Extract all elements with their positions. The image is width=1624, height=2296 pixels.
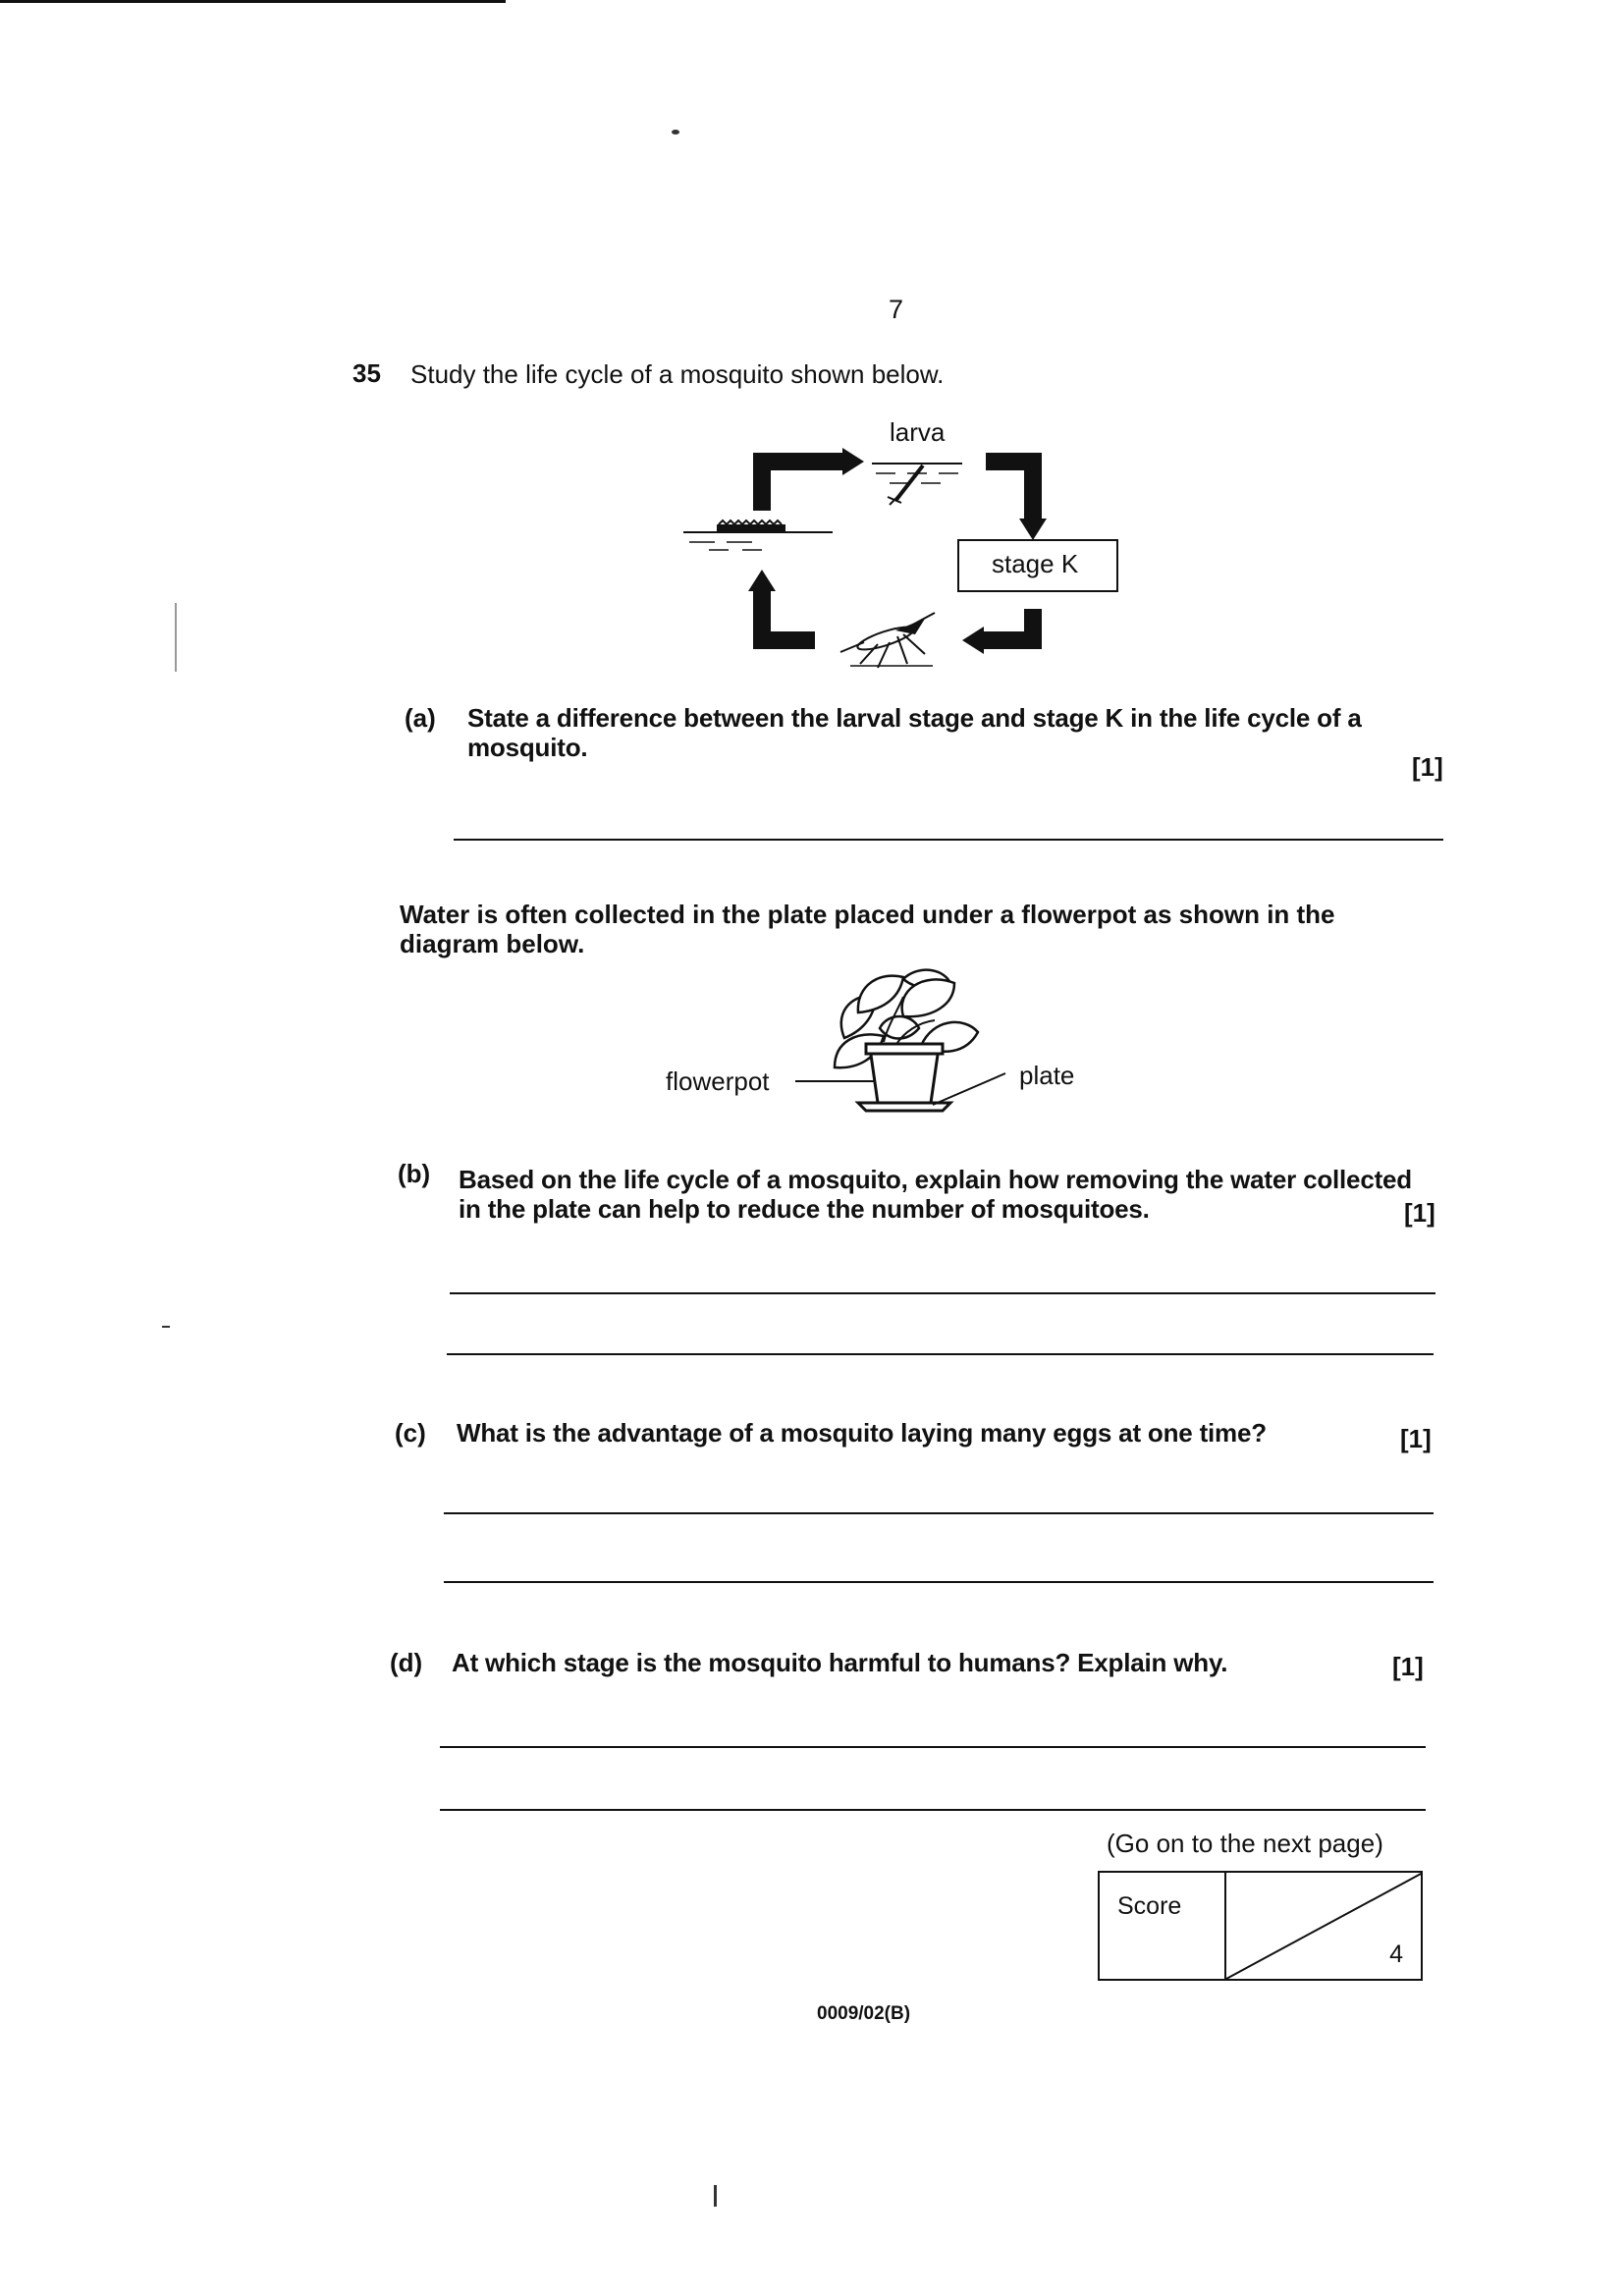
cycle-arrow-bottom-right	[982, 609, 1033, 640]
part-d-letter: (d)	[390, 1648, 423, 1677]
cycle-arrow-top-left	[762, 462, 844, 511]
score-label: Score	[1117, 1892, 1182, 1920]
part-c-answer-line-2[interactable]	[444, 1581, 1434, 1583]
larva-illustration	[872, 464, 962, 505]
part-b-answer-line-1[interactable]	[450, 1292, 1435, 1294]
cycle-arrowhead-top-right	[1019, 519, 1047, 540]
part-b-line2: in the plate can help to reduce the number of mosquitoes.	[459, 1194, 1150, 1224]
part-d-answer-line-1[interactable]	[440, 1746, 1426, 1748]
water-text-line1: Water is often collected in the plate placed under a flowerpot as shown in the	[400, 900, 1335, 929]
go-on-text: (Go on to the next page)	[1107, 1829, 1383, 1858]
plate-label: plate	[1019, 1061, 1075, 1090]
part-a-answer-line[interactable]	[454, 839, 1443, 841]
pot	[866, 1044, 943, 1103]
flowerpot-label: flowerpot	[666, 1066, 770, 1096]
part-c-mark: [1]	[1400, 1424, 1432, 1453]
scan-edge-line	[0, 0, 506, 3]
part-a-line1: State a difference between the larval stage and stage K in the life cycle of a	[467, 703, 1362, 733]
part-d-mark: [1]	[1392, 1652, 1424, 1681]
scan-speck	[175, 603, 177, 672]
water-text-line2: diagram below.	[400, 929, 585, 958]
part-d-text: At which stage is the mosquito harmful to humans? Explain why.	[452, 1648, 1228, 1677]
cycle-arrow-top-right	[986, 462, 1033, 520]
question-number: 35	[352, 358, 381, 388]
part-a-letter: (a)	[405, 703, 436, 733]
part-b-answer-line-2[interactable]	[447, 1353, 1434, 1355]
part-a-line2: mosquito.	[467, 733, 588, 762]
larva-label: larva	[890, 417, 946, 447]
part-c-text: What is the advantage of a mosquito laying many eggs at one time?	[457, 1418, 1267, 1448]
adult-mosquito-illustration	[840, 613, 935, 668]
cycle-arrowhead-bottom-left	[748, 570, 776, 591]
score-box	[1098, 1871, 1423, 1981]
part-a-mark: [1]	[1412, 752, 1443, 782]
part-c-answer-line-1[interactable]	[444, 1512, 1434, 1514]
part-b-line1: Based on the life cycle of a mosquito, explain how removing the water collected	[459, 1165, 1412, 1194]
part-d-answer-line-2[interactable]	[440, 1809, 1426, 1811]
stage-k-label: stage K	[992, 549, 1079, 578]
scan-speck	[714, 2185, 717, 2207]
scan-speck	[672, 130, 679, 135]
page-number: 7	[889, 295, 904, 324]
paper-code: 0009/02(B)	[817, 2003, 911, 2024]
part-b-mark: [1]	[1404, 1198, 1435, 1228]
score-value: 4	[1389, 1941, 1403, 1968]
part-c-letter: (c)	[395, 1418, 426, 1448]
cycle-arrow-bottom-left	[762, 589, 815, 640]
scan-speck	[162, 1326, 170, 1328]
flowerpot-diagram	[785, 957, 1041, 1124]
plate-pointer-line	[933, 1073, 1005, 1105]
mosquito-lifecycle-diagram	[668, 442, 1159, 678]
part-b-letter: (b)	[398, 1159, 431, 1188]
question-intro: Study the life cycle of a mosquito shown below.	[410, 359, 945, 389]
cycle-arrowhead-bottom-right	[962, 627, 984, 654]
cycle-arrowhead-top-left	[842, 448, 864, 475]
eggs-illustration	[683, 520, 833, 550]
